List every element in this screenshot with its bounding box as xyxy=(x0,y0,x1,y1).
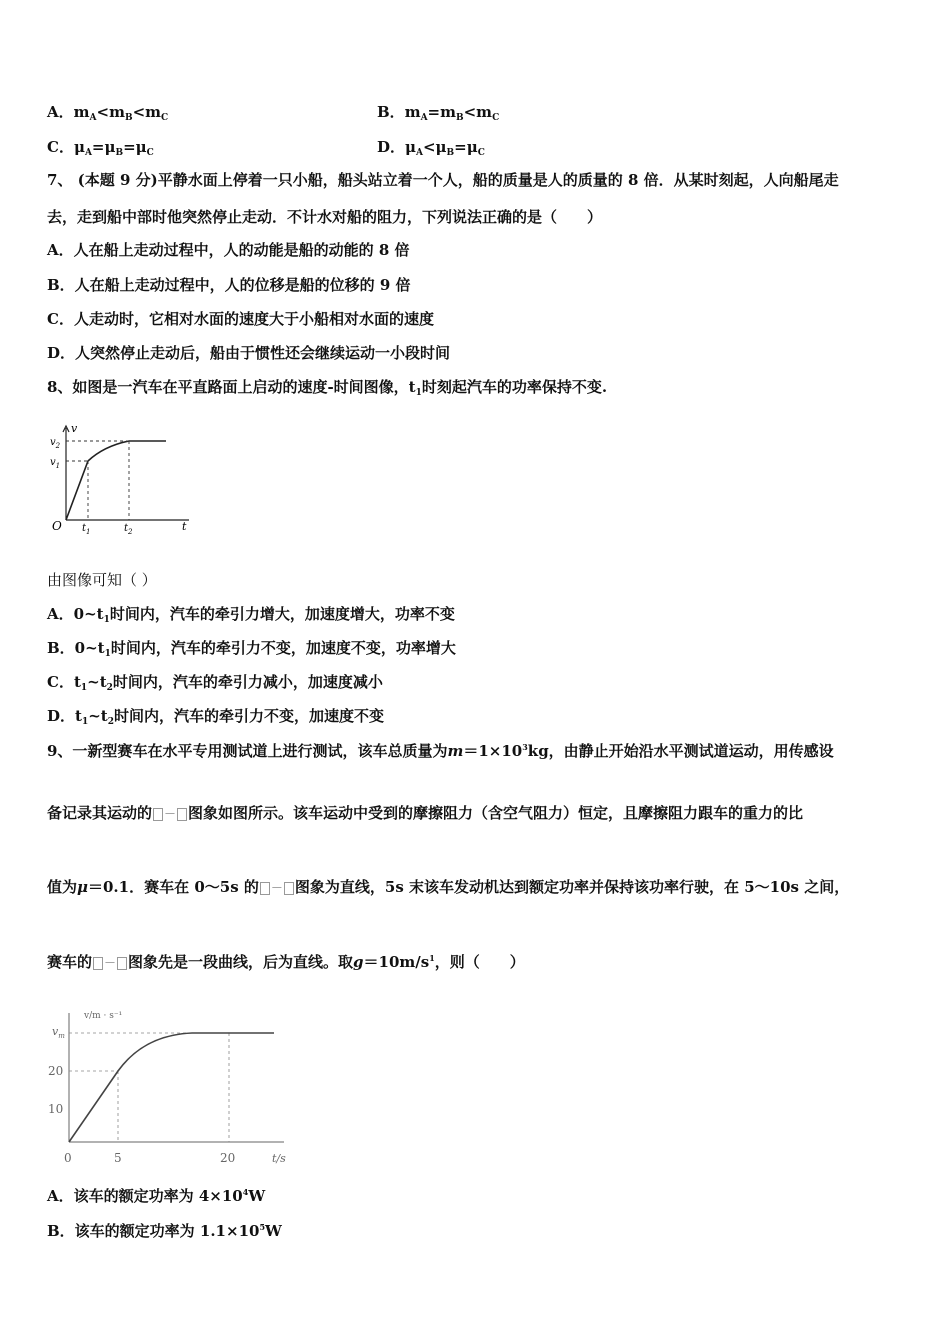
q9-stem-line3: 值为μ＝0.1．赛车在 0～5s 的 － 图象为直线，5s 末该车发动机达到额定功率并保持该功率行驶，在 5～10s 之间， xyxy=(47,878,850,896)
velocity-time-graph-2 xyxy=(44,1005,294,1170)
missing-glyph-icon xyxy=(260,882,270,895)
x-tick-5: 5 xyxy=(114,1151,122,1165)
v1-label: $v_1$ xyxy=(50,457,61,470)
q9-option-b: B．该车的额定功率为 $1.1\times 10^5W$ xyxy=(47,1222,282,1240)
q8-stem: 8、如图是一汽车在平直路面上启动的速度-时间图像，$t_1$时刻起汽车的功率保持不变. xyxy=(47,378,608,398)
missing-glyph-icon xyxy=(284,882,294,895)
missing-glyph-icon xyxy=(153,808,163,821)
x-axis-label: t/s xyxy=(272,1152,286,1165)
option-d-prev: D．$\mu_A<\mu_B=\mu_C$ xyxy=(377,138,485,158)
t2-label: $t_2$ xyxy=(124,523,133,535)
velocity-curve-2 xyxy=(69,1033,274,1142)
q9-option-a: A．该车的额定功率为 $4\times 10^4W$ xyxy=(47,1187,266,1205)
q7-option-b: B．人在船上走动过程中，人的位移是船的位移的 9 倍 xyxy=(47,276,411,294)
v-axis-label: v xyxy=(71,422,78,435)
q8-option-d: D．$t_1\sim t_2$时间内，汽车的牵引力不变，加速度不变 xyxy=(47,707,384,727)
missing-glyph-icon xyxy=(177,808,187,821)
x-tick-20: 20 xyxy=(220,1151,236,1165)
y-tick-20: 20 xyxy=(48,1064,64,1078)
q7-option-d: D．人突然停止走动后，船由于惯性还会继续运动一小段时间 xyxy=(47,344,451,362)
missing-glyph-icon xyxy=(117,957,127,970)
q9-stem-line4: 赛车的 － 图象先是一段曲线，后为直线。取$g=10m/s^1$，则（ ） xyxy=(47,953,525,971)
t1-label: $t_1$ xyxy=(82,523,91,535)
q7-stem-line1: 7、 (本题 9 分)平静水面上停着一只小船，船头站立着一个人，船的质量是人的质量的 8 倍．从某时刻起，人向船尾走 xyxy=(47,171,839,189)
option-a-prev: A．$m_A<m_B<m_C$ xyxy=(47,103,169,123)
q9-stem-line2: 备记录其运动的 － 图象如图所示。该车运动中受到的摩擦阻力（含空气阻力）恒定，且摩擦阻力跟车的重力的比 xyxy=(47,804,804,822)
t-axis-label: t xyxy=(182,520,187,533)
option-b-prev: B．$m_A=m_B<m_C$ xyxy=(377,103,500,123)
velocity-time-graph-1 xyxy=(44,420,204,535)
q8-option-c: C．$t_1\sim t_2$时间内，汽车的牵引力减小，加速度减小 xyxy=(47,673,383,693)
q8-option-b: B．$0\sim t_1$时间内，汽车的牵引力不变，加速度不变，功率增大 xyxy=(47,639,456,659)
q9-stem-line1: 9、一新型赛车在水平专用测试道上进行测试，该车总质量为$m=1\times 10^3kg$，由静止开始沿水平测试道运动，用传感设 xyxy=(47,742,834,760)
x-tick-0: 0 xyxy=(64,1151,72,1165)
missing-glyph-icon xyxy=(93,957,103,970)
q7-option-c: C．人走动时，它相对水面的速度大于小船相对水面的速度 xyxy=(47,310,434,328)
q7-option-a: A．人在船上走动过程中，人的动能是船的动能的 8 倍 xyxy=(47,241,410,259)
vm-label: $v_m$ xyxy=(52,1025,65,1040)
q8-option-a: A．$0\sim t_1$时间内，汽车的牵引力增大，加速度增大，功率不变 xyxy=(47,605,455,625)
q8-prompt: 由图像可知（ ） xyxy=(47,571,157,589)
option-c-prev: C．$\mu_A=\mu_B=\mu_C$ xyxy=(47,138,154,158)
y-tick-10: 10 xyxy=(48,1102,64,1116)
velocity-curve xyxy=(66,441,166,520)
origin-label: O xyxy=(52,519,62,533)
v2-label: $v_2$ xyxy=(50,437,61,450)
y-axis-label: v/m · s⁻¹ xyxy=(84,1011,123,1021)
q7-stem-line2: 去，走到船中部时他突然停止走动．不计水对船的阻力，下列说法正确的是（ ） xyxy=(47,208,603,226)
